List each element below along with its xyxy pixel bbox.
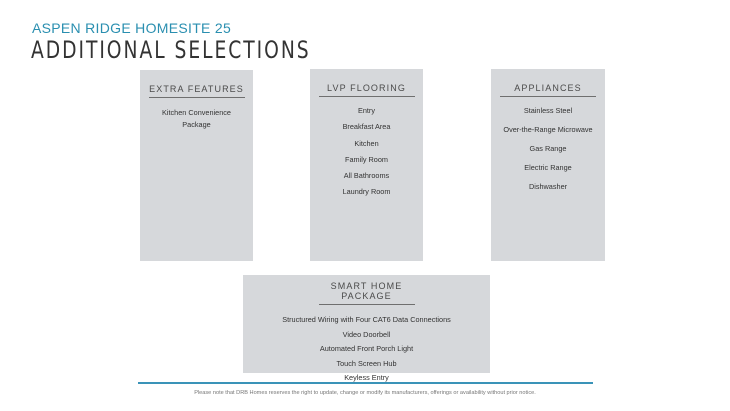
list-item: Structured Wiring with Four CAT6 Data Connections: [282, 315, 451, 324]
list-item: Package: [182, 120, 211, 129]
smart-home-list: [243, 315, 490, 382]
homesite-subtitle: ASPEN RIDGE HOMESITE 25: [32, 20, 232, 36]
list-item: Entry: [357, 106, 376, 115]
list-item: Keyless Entry: [344, 373, 389, 382]
list-item: Electric Range: [524, 163, 572, 172]
page-title: ADDITIONAL SELECTIONS: [31, 36, 311, 64]
lvp-flooring-card: [310, 69, 423, 261]
appliances-card: [491, 69, 605, 261]
list-item: Laundry Room: [342, 187, 391, 197]
disclaimer-note: Please note that DRB Homes reserves the right to update, change or modify its manufacturers, offerings or availability without prior notice.: [194, 390, 536, 396]
extra-features-list: [140, 107, 253, 131]
list-item: Family Room: [345, 154, 388, 164]
extra-features-card: [140, 70, 253, 261]
list-item: Stainless Steel: [523, 106, 573, 115]
list-item: All Bathrooms: [343, 171, 390, 181]
list-item: Over-the-Range Microwave: [503, 125, 593, 134]
list-item: Kitchen: [354, 138, 379, 148]
extra-features-heading: EXTRA FEATURES: [149, 84, 245, 98]
list-item: Dishwasher: [528, 182, 568, 191]
list-item: Automated Front Porch Light: [319, 344, 414, 353]
smart-home-heading: SMART HOME PACKAGE: [319, 281, 415, 305]
list-item: Kitchen Convenience: [162, 108, 231, 117]
footer-divider: [138, 382, 593, 384]
appliances-list: [491, 106, 605, 191]
list-item: Breakfast Area: [342, 122, 391, 132]
appliances-heading: APPLIANCES: [500, 83, 596, 97]
list-item: Video Doorbell: [342, 329, 391, 339]
list-item: Touch Screen Hub: [336, 358, 397, 368]
list-item: Gas Range: [529, 144, 567, 153]
smart-home-card: [243, 275, 490, 382]
lvp-flooring-list: [310, 106, 423, 196]
lvp-flooring-heading: LVP FLOORING: [319, 83, 415, 97]
